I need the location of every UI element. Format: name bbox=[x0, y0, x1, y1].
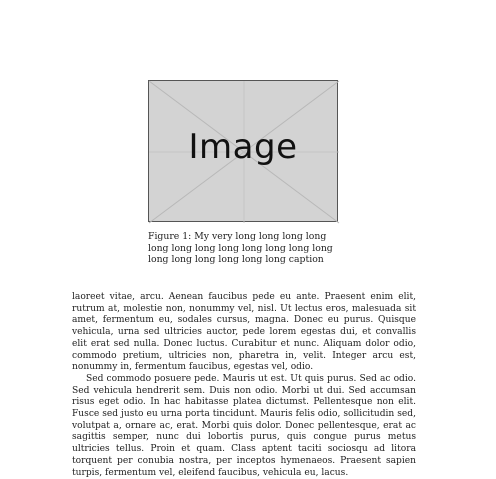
paragraph: laoreet vitae, arcu. Aenean faucibus pede eu ante. Praesent enim elit, rutrum at, molestie non, nonummy vel, nisl. Ut lectus eros, malesuada sit amet, fermentum eu, sodales cursus, magna. Donec eu purus. Quisque vehicula, urna sed ultricies auctor, pede lorem egestas dui, et convallis elit erat sed nulla. Donec luctus. Curabitur et nunc. Aliquam dolor odio, commodo pretium, ultricies non, pharetra in, velit. Integer arcu est, nonummy in, fermentum faucibus, egestas vel, odio. bbox=[72, 292, 416, 373]
paragraph: Sed commodo posuere pede. Mauris ut est. Ut quis purus. Sed ac odio. Sed vehicula hendrerit sem. Duis non odio. Morbi ut dui. Sed accumsan risus eget odio. In hac habitasse platea dictumst. Pellentesque non elit. Fusce sed justo eu urna porta tincidunt. Mauris felis odio, sollicitudin sed, volutpat a, ornare ac, erat. Morbi quis dolor. Donec pellentesque, erat ac sagittis semper, nunc dui lobortis purus, quis congue purus metus ultricies tellus. Proin et quam. Class aptent taciti sociosqu ad litora torquent per conubia nostra, per inceptos hymenaeos. Praesent sapien turpis, fermentum vel, eleifend faucibus, vehicula eu, lacus. bbox=[72, 373, 416, 478]
figure-caption: Figure 1: My very long long long long long long long long long long long long long long long long long long caption bbox=[148, 231, 333, 266]
image-placeholder-label: Image bbox=[188, 127, 298, 167]
figure-image-placeholder bbox=[148, 80, 338, 222]
body-text bbox=[72, 292, 416, 478]
